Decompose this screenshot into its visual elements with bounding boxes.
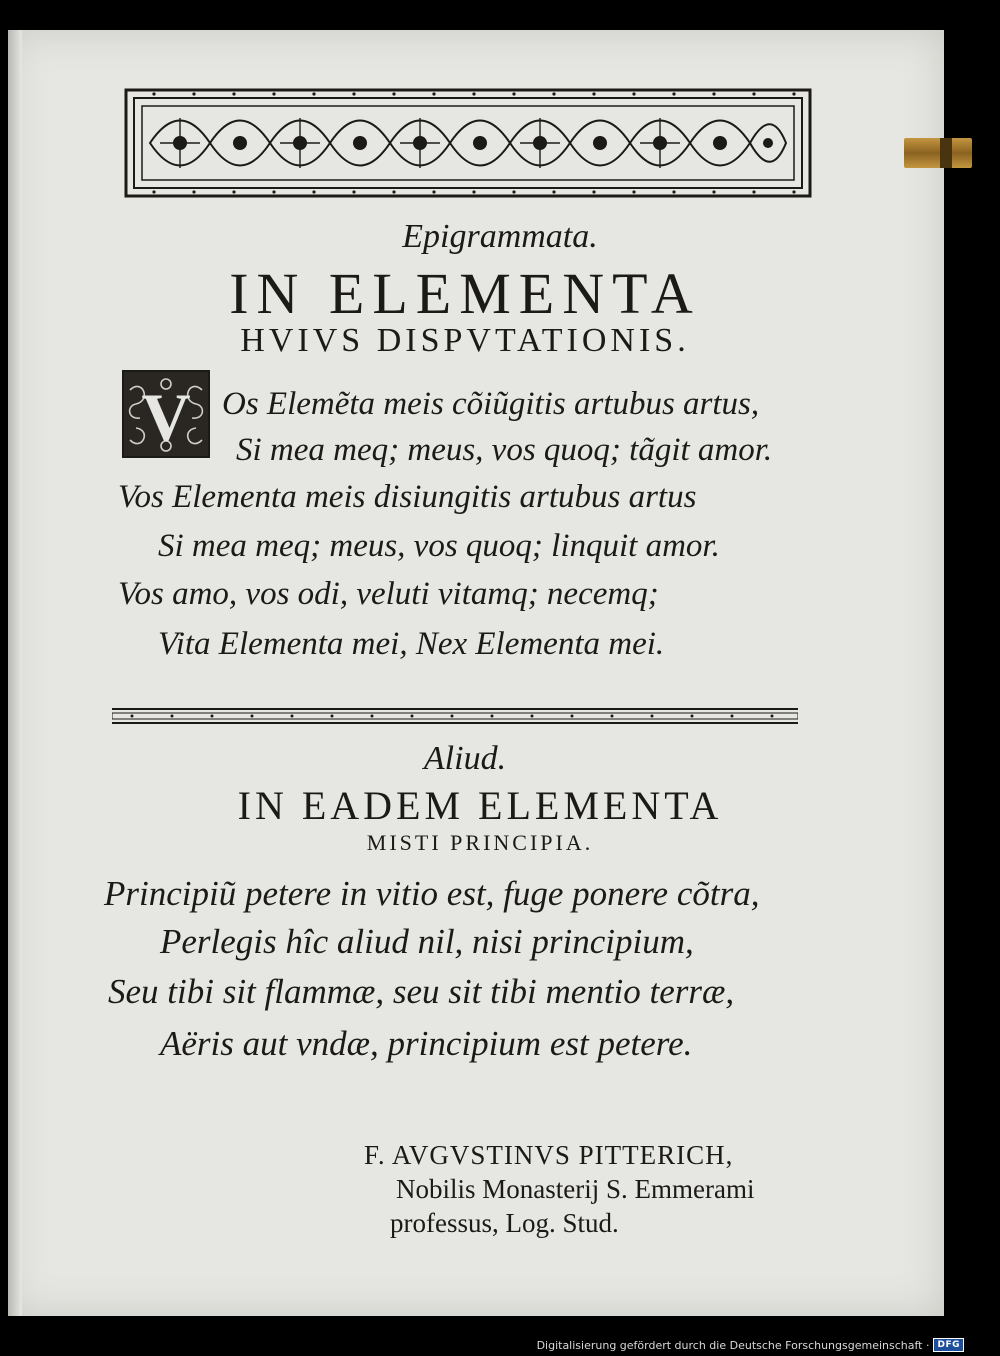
- signature-line-3: professus, Log. Stud.: [390, 1208, 619, 1238]
- second-poem-label: Aliud.: [423, 740, 507, 777]
- decorated-initial: [122, 370, 210, 458]
- footer-text: Digitalisierung gefördert durch die Deutsche Forschungsgemeinschaft ·: [536, 1338, 930, 1352]
- epigram-line-3: Vos Elementa meis disiungitis artubus artus: [118, 479, 697, 515]
- second-poem-heading: IN EADEM ELEMENTA: [237, 783, 723, 828]
- second-poem-line-2: Perlegis hîc aliud nil, nisi principium,: [160, 922, 694, 961]
- second-poem-line-4: Aëris aut vndæ, principium est petere.: [160, 1024, 693, 1063]
- ornamental-headpiece: [124, 88, 812, 198]
- epigram-line-1: Os Elemẽta meis cõiũgitis artubus artus,: [222, 386, 760, 422]
- second-poem-line-3: Seu tibi sit flammæ, seu sit tibi mentio terræ,: [108, 972, 735, 1011]
- epigram-heading: IN ELEMENTA: [229, 261, 701, 326]
- epigram-line-6: Vita Elementa mei, Nex Elementa mei.: [158, 626, 665, 662]
- second-poem-line-1: Principiũ petere in vitio est, fuge ponere cõtra,: [104, 874, 760, 913]
- epigram-line-5: Vos amo, vos odi, veluti vitamq; necemq;: [118, 576, 659, 612]
- page-tab-marker: [904, 138, 972, 168]
- signature-name: F. AVGVSTINVS PITTERICH,: [364, 1140, 734, 1170]
- initial-letter: V: [141, 379, 191, 455]
- signature-line-2: Nobilis Monasterij S. Emmerami: [396, 1174, 755, 1204]
- second-poem-subheading: MISTI PRINCIPIA.: [366, 830, 594, 855]
- decorative-rule: [112, 706, 798, 726]
- epigram-label: Epigrammata.: [402, 218, 598, 255]
- funding-footer: [537, 1338, 964, 1352]
- epigram-line-2: Si mea meq; meus, vos quoq; tãgit amor.: [236, 432, 773, 468]
- epigram-subheading: HVIVS DISPVTATIONIS.: [240, 322, 690, 359]
- epigram-line-4: Si mea meq; meus, vos quoq; linquit amor.: [158, 528, 720, 564]
- dfg-logo: DFG: [933, 1338, 964, 1352]
